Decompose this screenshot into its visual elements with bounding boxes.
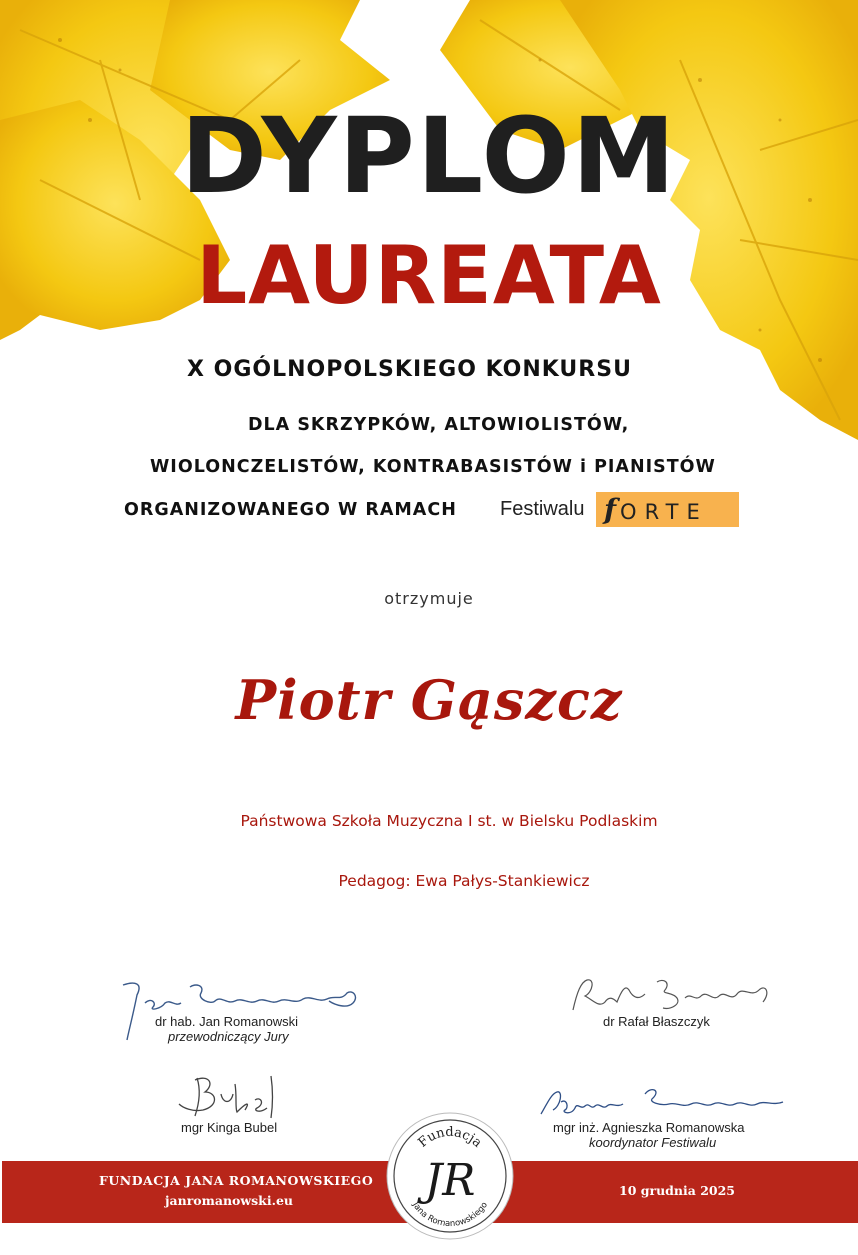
footer-organization: FUNDACJA JANA ROMANOWSKIEGO	[99, 1173, 374, 1188]
competition-title: X OGÓLNOPOLSKIEGO KONKURSU	[187, 357, 632, 382]
footer-date: 10 grudnia 2025	[619, 1183, 735, 1198]
signature-name-agnieszka: mgr inż. Agnieszka Romanowska	[553, 1120, 745, 1135]
foundation-seal-logo	[385, 1111, 515, 1241]
teacher-name: Pedagog: Ewa Pałys-Stankiewicz	[338, 872, 590, 890]
festival-word: Festiwalu	[500, 498, 585, 520]
competition-subtitle-1: DLA SKRZYPKÓW, ALTOWIOLISTÓW,	[248, 415, 630, 435]
competition-subtitle-3: ORGANIZOWANEGO W RAMACH	[124, 500, 457, 520]
signature-name-kinga: mgr Kinga Bubel	[181, 1120, 278, 1135]
signature-rafal-blaszczyk	[565, 972, 775, 1017]
school-name: Państwowa Szkoła Muzyczna I st. w Bielsku Podlaskim	[240, 812, 658, 830]
seal-top-text: Fundacja	[415, 1124, 485, 1151]
signature-agnieszka-romanowska	[535, 1080, 790, 1120]
seal-monogram: JR	[424, 1155, 476, 1206]
forte-logo-rest: ORTE	[620, 500, 708, 524]
competition-subtitle-2: WIOLONCZELISTÓW, KONTRABASISTÓW i PIANISTÓW	[150, 457, 716, 477]
signature-name-jan: dr hab. Jan Romanowski	[155, 1014, 299, 1029]
receives-label: otrzymuje	[384, 589, 474, 608]
diploma-title: DYPLOM	[180, 95, 678, 217]
seal-bottom-text: Jana Romanowskiego	[410, 1200, 490, 1230]
signature-role-jan: przewodniczący Jury	[168, 1029, 289, 1044]
signature-name-rafal: dr Rafał Błaszczyk	[603, 1014, 710, 1029]
forte-logo	[596, 492, 739, 527]
signature-role-agnieszka: koordynator Festiwalu	[589, 1135, 717, 1150]
laureate-title: LAUREATA	[196, 229, 662, 322]
recipient-name: Piotr Gąszcz	[235, 668, 623, 732]
forte-logo-f: f	[604, 493, 621, 526]
signature-kinga-bubel	[175, 1070, 285, 1125]
footer-website: janromanowski.eu	[165, 1193, 293, 1208]
